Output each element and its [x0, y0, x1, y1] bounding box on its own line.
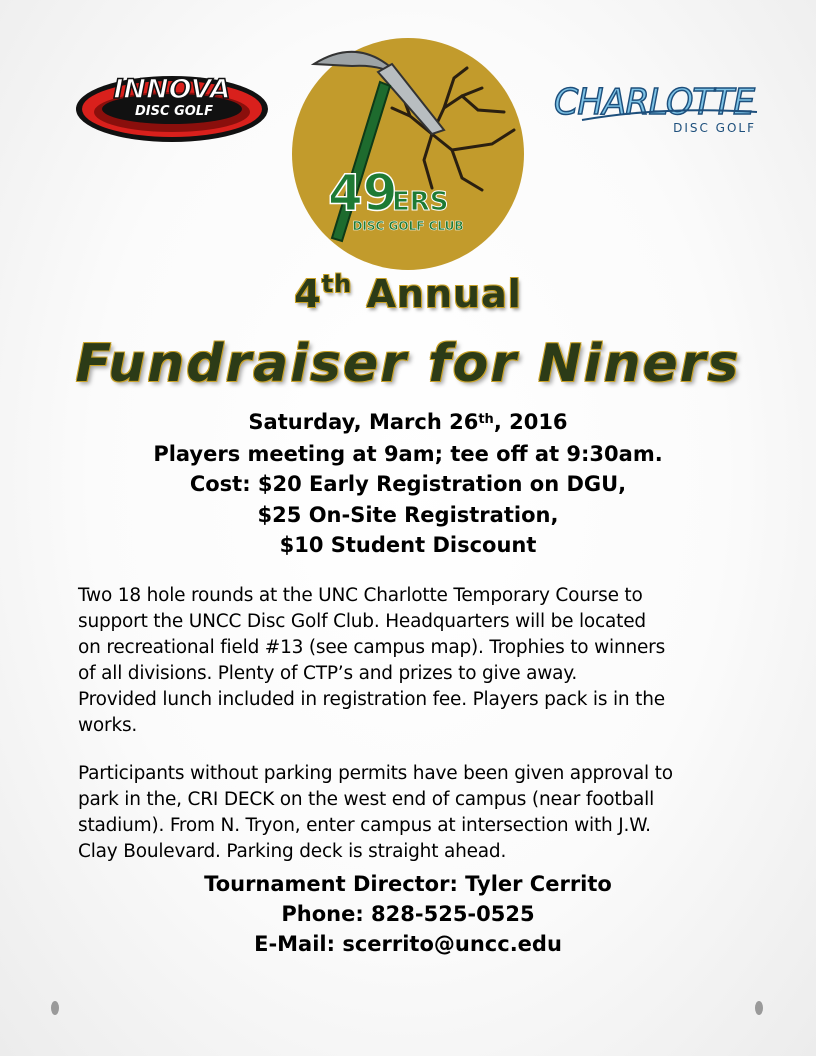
- description-line: support the UNCC Disc Golf Club. Headquarters will be located: [78, 611, 646, 632]
- event-title: Fundraiser for Niners: [75, 334, 741, 394]
- event-schedule: Players meeting at 9am; tee off at 9:30am.: [153, 442, 663, 466]
- cost-student: $10 Student Discount: [279, 533, 537, 557]
- contact-email: E-Mail: scerrito@uncc.edu: [254, 932, 562, 956]
- 49ers-disc-golf-club-logo: [292, 38, 524, 270]
- parking-line: park in the, CRI DECK on the west end of campus (near football: [78, 789, 655, 810]
- description-line: of all divisions. Plenty of CTP’s and prizes to give away.: [78, 663, 578, 684]
- parking-line: stadium). From N. Tryon, enter campus at intersection with J.W.: [78, 815, 651, 836]
- charlotte-wordmark: CHARLOTTE: [554, 82, 756, 123]
- innova-subtitle: DISC GOLF: [135, 104, 213, 119]
- tournament-director: Tournament Director: Tyler Cerrito: [204, 872, 612, 896]
- description-line: works.: [78, 715, 138, 736]
- cost-onsite: $25 On-Site Registration,: [257, 503, 559, 527]
- event-date: Saturday, March 26th, 2016: [248, 410, 568, 434]
- description-line: Provided lunch included in registration fee. Players pack is in the: [78, 689, 665, 710]
- cost-early: Cost: $20 Early Registration on DGU,: [189, 472, 627, 496]
- parking-paragraph: [78, 761, 750, 865]
- annual-heading: 4th Annual: [294, 270, 522, 316]
- charlotte-subtitle: DISC GOLF: [673, 121, 756, 135]
- parking-line: Clay Boulevard. Parking deck is straight ahead.: [78, 841, 507, 862]
- innova-disc-golf-logo: [74, 68, 270, 144]
- club-logo-subtitle: DISC GOLF CLUB: [352, 219, 464, 233]
- parking-line: Participants without parking permits have been given approval to: [78, 763, 673, 784]
- contact-phone: Phone: 828-525-0525: [281, 902, 535, 926]
- corner-dot-left: [51, 1001, 59, 1015]
- description-paragraph: [78, 583, 750, 739]
- innova-wordmark: INNOVA: [113, 74, 231, 105]
- description-line: on recreational field #13 (see campus map). Trophies to winners: [78, 637, 666, 658]
- club-logo-ers: ERS: [392, 187, 449, 217]
- description-line: Two 18 hole rounds at the UNC Charlotte Temporary Course to: [78, 585, 643, 606]
- club-logo-49: 49: [328, 164, 398, 222]
- charlotte-disc-golf-logo: [552, 76, 762, 138]
- corner-dot-right: [755, 1001, 763, 1015]
